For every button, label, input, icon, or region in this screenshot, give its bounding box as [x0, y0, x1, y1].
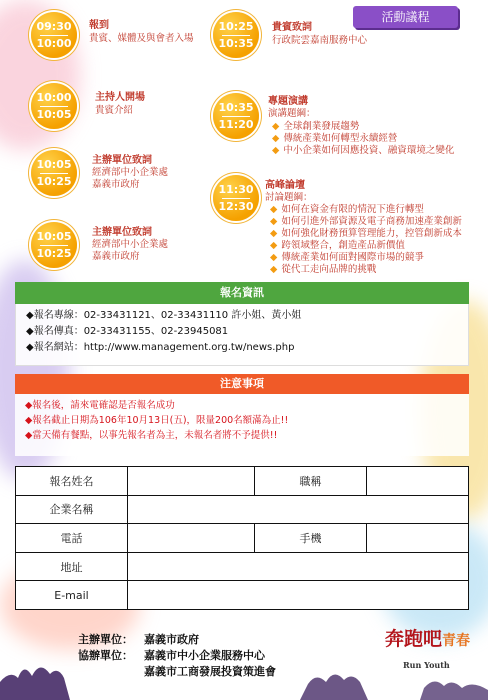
event-title: 高峰論壇: [265, 180, 305, 191]
event-sub: 貴賓介紹: [95, 105, 134, 116]
phone-field[interactable]: [128, 524, 255, 553]
logo-small-text: Run Youth: [403, 660, 450, 670]
topic-item: ◆ 如何引進外部資源及電子商務加速產業創新: [270, 216, 462, 227]
notes-header: 注意事項: [15, 374, 469, 394]
event-title: 主辦單位致詞: [92, 155, 152, 166]
event-sub: 行政院雲嘉南服務中心: [272, 35, 368, 46]
topic-item: ◆ 傳統產業如何面對國際市場的競爭: [270, 252, 424, 263]
organizer-value: 嘉義市中小企業服務中心: [144, 649, 265, 662]
organizer-value: 嘉義市工商發展投資策進會: [144, 665, 276, 678]
registration-header: 報名資訊: [15, 282, 469, 304]
notes-section: [15, 374, 469, 456]
form-row: [16, 467, 469, 496]
email-field[interactable]: [128, 581, 469, 610]
time-badge: 10:00 10:05: [31, 83, 77, 129]
event-title: 專題演講: [268, 96, 308, 107]
time-badge: 10:25 10:35: [213, 12, 259, 58]
mobile-field[interactable]: [367, 524, 469, 553]
topic-item: ◆ 如何在資金有限的情況下進行轉型: [270, 204, 424, 215]
form-row: [16, 524, 469, 553]
registration-section: [15, 282, 469, 366]
topic-item: ◆ 從代工走向品牌的挑戰: [270, 264, 377, 275]
topic-item: ◆ 中小企業如何因應投資、融資環境之變化: [272, 145, 455, 156]
name-field[interactable]: [128, 467, 255, 496]
time-badge: 10:05 10:25: [31, 222, 77, 268]
time-badge: 10:35 11:20: [213, 93, 259, 139]
topic-item: ◆ 跨領域整合，創造產品新價值: [270, 240, 405, 251]
time-badge: 10:05 10:25: [31, 150, 77, 196]
time-badge: 09:30 10:00: [31, 12, 77, 58]
form-row: [16, 495, 469, 524]
form-label-address: 地址: [16, 552, 128, 581]
address-field[interactable]: [128, 552, 469, 581]
form-row: [16, 552, 469, 581]
registration-line: ◆報名專線：02-33431121、02-33431110 許小姐、黃小姐: [26, 310, 302, 321]
event-sub: 嘉義市政府: [92, 179, 140, 190]
event-title: 貴賓致詞: [272, 22, 312, 33]
registration-line: ◆報名網站：http://www.management.org.tw/news.php: [26, 342, 295, 353]
event-sub: 貴賓、媒體及與會者入場: [89, 33, 194, 44]
event-sub: 討論題綱：: [265, 192, 313, 203]
schedule-tab: 活動議程: [353, 6, 458, 28]
topic-item: ◆ 如何強化財務預算管理能力，控管創新成本: [270, 228, 462, 239]
organizer-value: 嘉義市政府: [144, 633, 199, 646]
form-row: [16, 581, 469, 610]
form-label-mobile: 手機: [255, 524, 367, 553]
registration-form: [15, 466, 469, 610]
logo-accent: 青春: [442, 633, 471, 649]
event-sub: 演講題綱：: [268, 108, 316, 119]
form-label-email: E-mail: [16, 581, 128, 610]
note-line: ◆報名截止日期為106年10月13日(五)，限量200名額滿為止!!: [25, 415, 289, 426]
registration-body: [15, 304, 469, 366]
time-badge: 11:30 12:30: [213, 175, 259, 221]
form-label-title: 職稱: [255, 467, 367, 496]
form-label-company: 企業名稱: [16, 495, 128, 524]
crowd-silhouette: [0, 642, 488, 700]
logo-main: 奔跑吧: [385, 628, 443, 650]
event-title: 報到: [89, 20, 109, 31]
organizer-key: 主辦單位：: [78, 633, 133, 646]
form-label-phone: 電話: [16, 524, 128, 553]
registration-line: ◆報名傳真：02-33431155、02-23945081: [26, 326, 229, 337]
form-label-name: 報名姓名: [16, 467, 128, 496]
topic-item: ◆ 傳統產業如何轉型永續經營: [272, 133, 398, 144]
notes-body: [15, 394, 469, 456]
event-sub: 經濟部中小企業處: [92, 239, 169, 250]
event-sub: 嘉義市政府: [92, 251, 140, 262]
note-line: ◆當天備有餐點，以事先報名者為主，未報名者將不予提供!!: [25, 430, 278, 441]
organizer-key: 協辦單位：: [78, 649, 133, 662]
event-title: 主辦單位致詞: [92, 227, 152, 238]
company-field[interactable]: [128, 495, 469, 524]
topic-item: ◆ 全球創業發展趨勢: [272, 121, 360, 132]
event-title: 主持人開場: [95, 92, 145, 103]
title-field[interactable]: [367, 467, 469, 496]
event-sub: 經濟部中小企業處: [92, 167, 169, 178]
note-line: ◆報名後，請來電確認是否報名成功: [25, 400, 175, 411]
